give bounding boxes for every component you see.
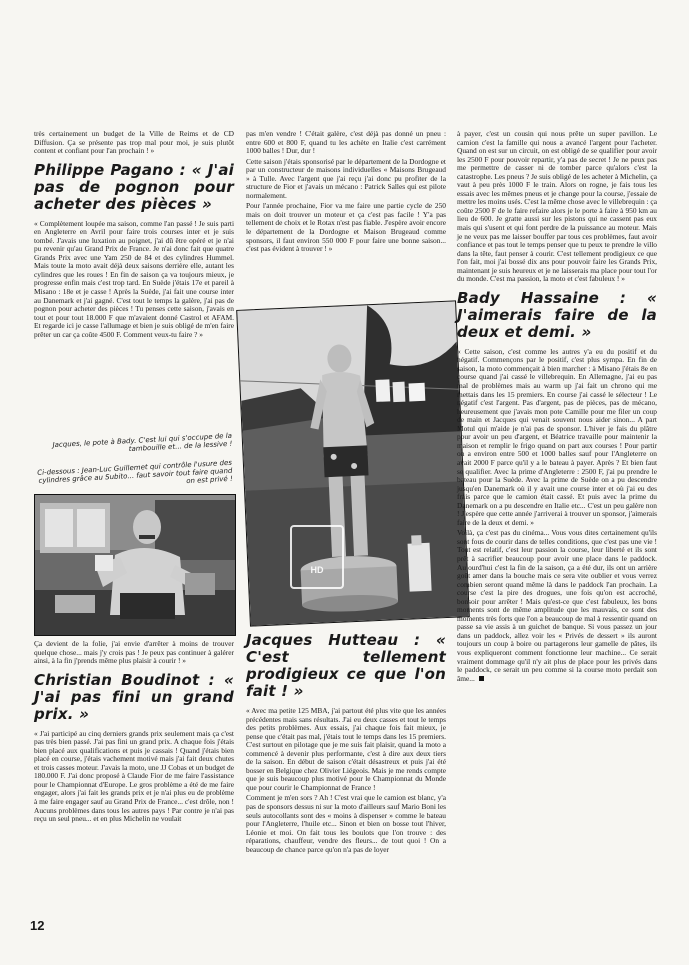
col3-paragraph-1: à payer, c'est un cousin qui nous prête un super pavillon. Le camion c'est la famille qui nous a avancé l'argent pour l'acheter. Quand on est sur un circuit, on est obligé de se qualifier pour avoir les 2500 F pour pouvoir repartir, y'a pas de secret ! Je ne peux pas me permettre de casser ni de tomber parce qu'alors c'est la catastrophe. Les pneus ? Je suis obligé de les acheter à Michelin, ça vaut à peu près 1000 F le train. Alors on rogne, je fais tous les essais avec les mêmes pneus et je change pour la course, j'essaie de mettre les moins usés. C'est la même chose avec le villebrequin : ça coûte 2500 F de le faire refaire alors je le porte à faire à 950 km au lieu de 600. Je gratte aussi sur les pistons qui ne cassent pas eux mais qui s'usent et qui font perdre de la puissance au moteur. Mais je ne veux pas me laisser bouffer par tous ces problèmes, faut avoir confiance et pas tout le temps penser que tu peux te prendre le villo dans la tête, faut penser à courir. C'est tellement prodigieux ce que l'on fait, moi j'ai bossé dix ans pour pouvoir faire les Grands Prix, maintenant je suis heureux et je ne laisserais ma place pour tout l'or du monde. C'est ma passion, la moto et c'est fabuleux ! » — [457, 129, 657, 284]
heading-jacques-hutteau: Jacques Hutteau : « C'est tellement prodigieux ce que l'on fait ! » — [246, 631, 446, 700]
watermark-text: HD — [310, 565, 324, 575]
col3-paragraph-3 — [457, 529, 657, 683]
column-3 — [457, 130, 657, 685]
column-1 — [34, 130, 234, 341]
column-1-lower — [34, 640, 234, 826]
heading-philippe-pagano: Philippe Pagano : « J'ai pas de pognon pour acheter des pièces » — [34, 160, 234, 213]
col2-paragraph-1: pas m'en vendre ! C'était galère, c'est déjà pas donné un pneu : entre 600 et 800 F, quand tu les achète en Italie c'est carrément 1000 balles ! Dur, dur ! — [246, 129, 446, 156]
column-2-lower — [246, 626, 446, 856]
col1-paragraph-1: « Complètement loupée ma saison, comme l'an passé ! Je suis parti en Angleterre en Avril pour faire trois courses inter et je suis tombé. J'avais une luxation au poignet, j'ai dû être opéré et je n'ai pu revenir qu'au Grand Prix de France. Je n'ai donc fait que quatre Grands Prix avec une Yam 250 de 84 et des cylindres Hummel. Mais toute la moto avait déjà deux saisons derrière elle, autant les cylindres que les roues ! En fin de saison ça va toujours mieux, je progresse enfin mais c'est trop tard. En Suède j'étais 17e et pareil à Misano : 18e et je casse ! Après la Suède, j'ai fait une course inter au Danemark et j'ai gagné. C'est tout le temps la galère, j'ai pas de pognon pour acheter des pièces ! Tu penses cette saison, j'avais en tout et pour tout 18.000 F que m'avaient donné Castrol et AFAM. Et regarde ici je casse l'allumage et bien je suis obligé de m'en faire prêter un car ça coûte 4500 F. Comment veux-tu faire ? » — [34, 218, 234, 339]
column-2-top — [246, 130, 446, 256]
heading-christian-boudinot: Christian Boudinot : « J'ai pas fini un grand prix. » — [34, 670, 234, 723]
col3-paragraph-3-text: Voilà, ça c'est pas du cinéma... Vous vous dites certainement qu'ils sont fous de courir dans de telles conditions, que c'est pas une vie ! Tout est relatif, c'est leur passion la course, leur liberté et ils sont prêt à sacrifier beaucoup pour avoir une place dans le paddock. Aujourd'hui c'est la fin de la saison, ça a été dur, ils ont un arrière goût amer dans la bouche mais ce sera vite oublier et vous verrez combien seront quand même là dans le paddock l'an prochain. La course c'est la pire des drogues, une fois qu'on est accroché, bonsoir pour arrêter ! Mais qu'est-ce que c'est fabuleux, les bons moments sont de même amplitude que les mauvais, ce sont des moments très forts que l'on a beaucoup de mal à ressentir quand on passe sa vie assis à un guichet de banque. Si vous passez un jour dans un paddock, allez voir les « Privés de dessert » ils auront toujours un coup à boire ou partagerons leur gamelle de pâtes, ils vous expliqueront comment fonctionne leur machine... Ce serait vraiment dommage qu'il n'y ait plus de place pour les privés dans le paddock, ce serait un peu comme si la course moto perdait son âme... — [457, 528, 657, 683]
col1-paragraph-2: « J'ai participé au cinq derniers grands prix seulement mais ça c'est pas très bien passé. J'ai pas fini un grand prix. A chaque fois j'étais bien placé aux qualifications et puis je cassais ! Quand j'étais bien placé en course, j'étais vachement motivé mais j'ai fait deux chutes et trois casses moteur. J'avais la moto, une JJ Cobas et un budget de 180.000 F. J'ai donc proposé à Claude Fior de me faire l'assistance pour le Championnat d'Europe. Le gros problème a été de me faire engager, alors j'ai fait les grands prix et je n'ai plus eu de problème à me faire engager sauf au Grand Prix de France... c'est drôle, non ! Aucuns problèmes dans tous les autres pays ! Par contre je n'ai pas reçu un seul pneu... et en plus Michelin ne voulait — [34, 728, 234, 824]
end-mark — [479, 676, 484, 681]
photo-jean-luc-guillemet — [34, 494, 236, 636]
col3-paragraph-2: « Cette saison, c'est comme les autres y'a eu du positif et du négatif. Commençons par le positif, c'est plus sympa. En fin de saison, la moto commençait à bien marcher : à Misano j'étais 8e en course quand j'ai cassé le villebrequin. En Allemagne, j'ai eu pas mal de problèmes mais au warm up j'ai fait un chrono qui me mettais dans les 15 premiers. En course j'ai cassé le sélecteur ! Le négatif c'est l'argent. Pas d'argent, pas de pièces, pas de mécano, heureusement que j'avais mon pote Camille pour me filer un coup de main et Jacques qui venait souvent nous aider sinon... A part Motul qui m'aide je n'ai pas de sponsor. L'hiver je fais du plâtre pour avoir un peu d'argent, et Béatrice travaille pour maintenir la maison et remplir le frigo quand on part aux courses ! Pour partir on a environ entre 500 et 1000 balles sauf pour l'Angleterre on avait 2000 F parce qu'il y a le bateau à payer. Après ? Et bien faut se qualifier. Avec la prime d'Angleterre : 2500 F, j'ai pu prendre le bateau pour la Suède. Avec la prime de Suède on a pu descendre jusqu'en Danemark où il y avait une course inter et où j'ai eu des frais parce que le camion était cassé. Et puis avec la prime du Danemark on a pu descendre en Italie etc... C'est un peu galère non ! J'espère que cette année j'arriverai à trouver un sponsor, j'aimerais faire de la deux et demi. » — [457, 346, 657, 527]
col1-intro: très certainement un budget de la Ville de Reims et de CD Diffusion. Ça se présente pas trop mal pour moi, je suis plutôt content et confiant pour l'an prochain ! » — [34, 129, 234, 156]
caption-jacques: Jacques, le pote à Bady. C'est lui qui s'occupe de la tambouille et... de la lessive ! — [52, 431, 233, 454]
photo-jacques-hutteau — [236, 300, 470, 626]
caption-jean-luc: Ci-dessous : Jean-Luc Guillemet qui contrôle l'usure des cylindres grâce au Subito... faut savoir tout faire quand on est privé ! — [37, 458, 233, 486]
heading-bady-hassaine: Bady Hassaine : « J'aimerais faire de la deux et demi. » — [457, 288, 657, 341]
col2-paragraph-4: « Avec ma petite 125 MBA, j'ai partout été plus vite que les années précédentes mais sans résultats. J'ai eu deux casses et tout le temps des petits problèmes. Aux essais, j'ai chaque fois fait mieux, je pense que c'était pas mal, j'étais tout le temps dans les 15 premiers. C'est surtout en pilotage que je me suis fait plaisir, quand la moto a commencé à devenir plus performante, c'est à dire aux deux tiers de la saison. En début de saison c'était désastreux et puis j'ai été bosser en Belgique chez Olivier Liégeois. Mais je me rends compte que je suis beaucoup plus motivé pour le Championnat du Monde que pour courir le Championnat de France ! — [246, 706, 446, 792]
page-number: 12 — [30, 918, 45, 933]
col1-after-photo: Ça devient de la folie, j'ai envie d'arrêter à moins de trouver quelque chose... mais j'y crois pas ! Je peux pas continuer à galérer ainsi, à la fin j'prends même plus plaisir à courir ! » — [34, 639, 234, 666]
watermark — [290, 525, 344, 589]
col2-paragraph-3: Pour l'année prochaine, Fior va me faire une partie cycle de 250 mais on doit trouver un moteur et ça c'est pas facile ! Y'a pas tellement de choix et le Rotax n'est pas fiable. J'espère avoir encore le département de la Dordogne et Maison Brugeaud comme sponsors, il faut environ 550 000 F pour faire une bonne saison... c'est pas évident à trouver ! » — [246, 201, 446, 254]
col2-paragraph-2: Cette saison j'étais sponsorisé par le département de la Dordogne et par un constructeur de maisons individuelles « Maisons Brugeaud » à Tulle. Avec l'argent que j'ai reçu j'ai donc pu profiter de la structure de Fior et j'avais un mécano : Patrick Salles qui est pilote normalement. — [246, 156, 446, 200]
col2-paragraph-5: Comment je m'en sors ? Ah ! C'est vrai que le camion est blanc, y'a pas de sponsors dessus ni sur la moto d'ailleurs sauf Mario Boni les seuls autocollants sont des « moins à dispenser » comme le bateau pour l'Angleterre, l'huile etc... Sinon et bien on bosse tout l'hiver, Léonie et moi. On fait tous les boulots que l'on trouve : des réparations, chauffeur, vendre des fleurs... de tout quoi ! On a beaucoup de chance parce qu'on n'a pas de loyer — [246, 793, 446, 854]
